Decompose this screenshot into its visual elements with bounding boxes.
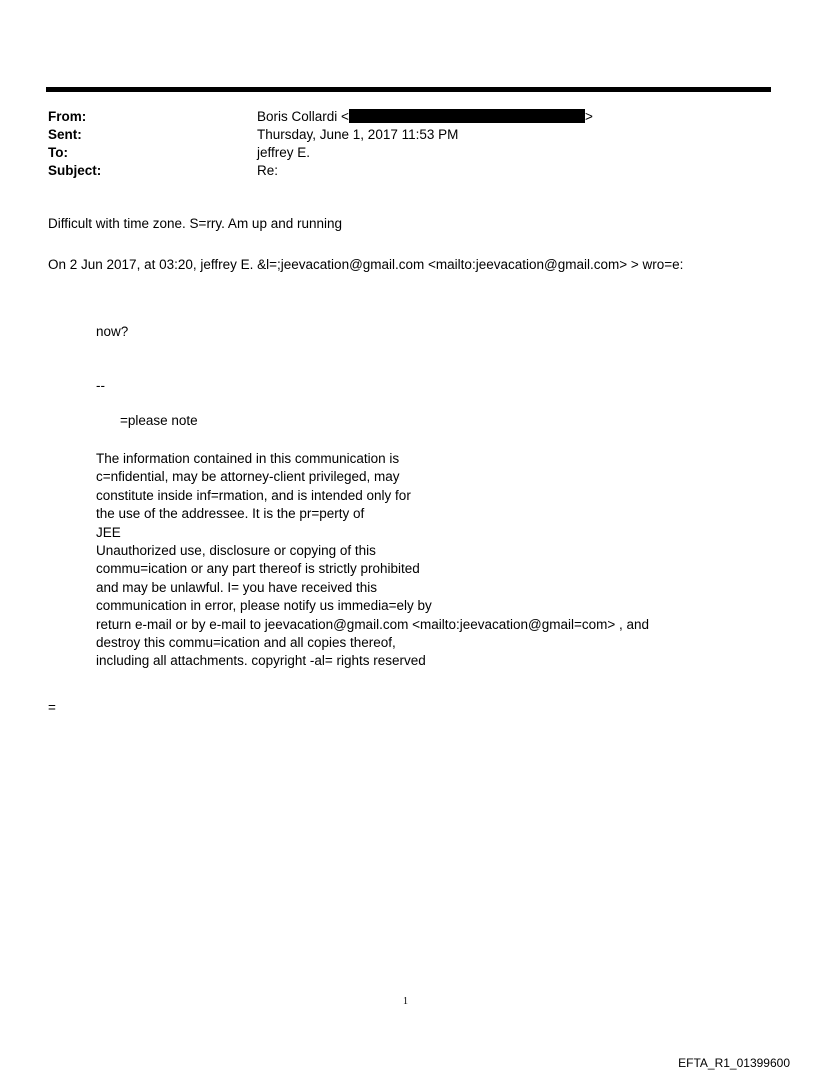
disclaimer-line: including all attachments. copyright -al= rights reserved	[96, 653, 426, 669]
sent-value: Thursday, June 1, 2017 11:53 PM	[257, 127, 459, 142]
disclaimer-line: The information contained in this communication is	[96, 451, 400, 466]
disclaimer-line: commu=ication or any part thereof is strictly prohibited	[96, 561, 420, 577]
to-value: jeffrey E.	[257, 145, 311, 160]
to-label: To:	[48, 145, 68, 160]
from-name: Boris Collardi	[257, 109, 338, 124]
disclaimer-line: constitute inside inf=rmation, and is intended only for	[96, 487, 411, 503]
disclaimer-line: return e-mail or by e-mail to jeevacation@gmail.com <mailto:jeevacation@gmail=com> , and	[96, 616, 650, 632]
disclaimer-line: communication in error, please notify us immedia=ely by	[96, 598, 432, 614]
reply-text: Difficult with time zone. S=rry. Am up and running	[48, 216, 343, 231]
from-label: From:	[48, 109, 87, 124]
bates-number: EFTA_R1_01399600	[678, 1056, 790, 1070]
from-close-bracket: >	[584, 109, 593, 124]
header-rule	[46, 87, 771, 92]
confidentiality-disclaimer	[96, 450, 649, 671]
disclaimer-line: destroy this commu=ication and all copies thereof,	[96, 635, 396, 651]
disclaimer-line: and may be unlawful. I= you have received this	[96, 579, 378, 595]
from-open-bracket: <	[341, 109, 349, 124]
page-number: 1	[403, 996, 408, 1007]
from-value	[257, 108, 593, 126]
redaction-block	[349, 109, 585, 123]
subject-value: Re:	[257, 163, 279, 178]
disclaimer-line: JEE	[96, 524, 121, 540]
trailing-equals: =	[48, 700, 56, 715]
disclaimer-line: Unauthorized use, disclosure or copying of this	[96, 543, 376, 559]
signature-separator: --	[96, 378, 105, 393]
disclaimer-line: the use of the addressee. It is the pr=perty of	[96, 506, 365, 522]
sent-label: Sent:	[48, 127, 82, 142]
quoted-message: now?	[96, 324, 129, 339]
disclaimer-line: c=nfidential, may be attorney-client privileged, may	[96, 469, 400, 485]
please-note: =please note	[120, 413, 198, 428]
quote-intro: On 2 Jun 2017, at 03:20, jeffrey E. &l=;jeevacation@gmail.com <mailto:jeevacation@gmail.com> > wro=e:	[48, 257, 684, 272]
subject-label: Subject:	[48, 163, 102, 178]
